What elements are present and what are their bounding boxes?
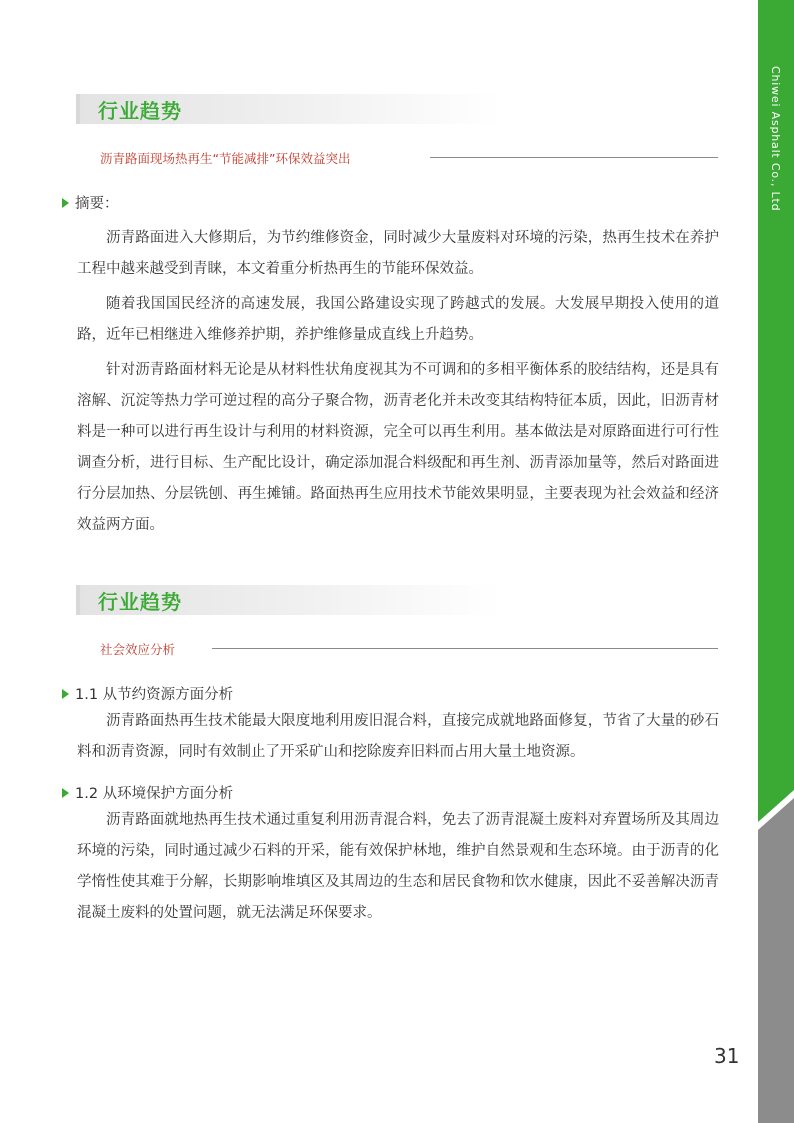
page-number: 31 [714,1044,740,1068]
section2-subtitle-row [100,638,718,658]
section1-paragraph-1: 沥青路面进入大修期后，为节约维修资金，同时减少大量废料对环境的污染，热再生技术在养护工程中越来越受到青睐，本文着重分析热再生的节能环保效益。 [77,230,719,277]
item-2-heading-text: 1.2 从环境保护方面分析 [75,786,234,802]
item-1-heading-text: 1.1 从节约资源方面分析 [75,687,234,703]
item-1-heading [62,683,233,704]
bullet-triangle-icon [62,198,69,208]
item-2-text: 沥青路面就地热再生技术通过重复利用沥青混合料，免去了沥青混凝土废料对弃置场所及其周边环境的污染，同时通过减少石料的开采，能有效保护林地，维护自然景观和生态环境。由于沥青的化学惰性使其难于分解，长期影响堆填区及其周边的生态和居民食物和饮水健康，因此不妥善解决沥青混凝土废料的处置问题，就无法满足环保要求。 [77,812,719,921]
section1-paragraph-3: 针对沥青路面材料无论是从材料性状角度视其为不可调和的多相平衡体系的胶结结构，还是具有溶解、沉淀等热力学可逆过程的高分子聚合物，沥青老化并未改变其结构特征本质，因此，旧沥青材料是一种可以进行再生设计与利用的材料资源，完全可以再生利用。基本做法是对原路面进行可行性调查分析，进行目标、生产配比设计，确定添加混合料级配和再生剂、沥青添加量等，然后对路面进行分层加热、分层铣刨、再生摊铺。路面热再生应用技术节能效果明显，主要表现为社会效益和经济效益两方面。 [77,362,719,533]
section2-header [76,585,500,615]
side-band-gray [758,798,794,1123]
section1-subtitle-row [100,147,718,167]
item-2-heading [62,782,233,803]
section2-subtitle: 社会效应分析 [100,642,176,657]
section1-header [76,94,500,124]
section2-subtitle-rule [212,648,718,649]
company-name-vertical [758,66,794,216]
abstract-heading [62,192,119,213]
abstract-label: 摘要： [75,196,119,212]
company-name: Chiwei Asphalt Co., Ltd [769,66,782,212]
section2-title: 行业趋势 [98,590,182,614]
bullet-triangle-icon [62,689,69,699]
section1-title: 行业趋势 [98,99,182,123]
section1-paragraph-2: 随着我国国民经济的高速发展，我国公路建设实现了跨越式的发展。大发展早期投入使用的道路，近年已相继进入维修养护期，养护维修量成直线上升趋势。 [77,296,719,343]
section1-subtitle-rule [430,157,718,158]
item-1-text: 沥青路面热再生技术能最大限度地利用废旧混合料，直接完成就地路面修复，节省了大量的砂石料和沥青资源，同时有效制止了开采矿山和挖除废弃旧料而占用大量土地资源。 [77,713,719,760]
section1-subtitle: 沥青路面现场热再生“节能减排”环保效益突出 [100,151,351,166]
bullet-triangle-icon [62,788,69,798]
